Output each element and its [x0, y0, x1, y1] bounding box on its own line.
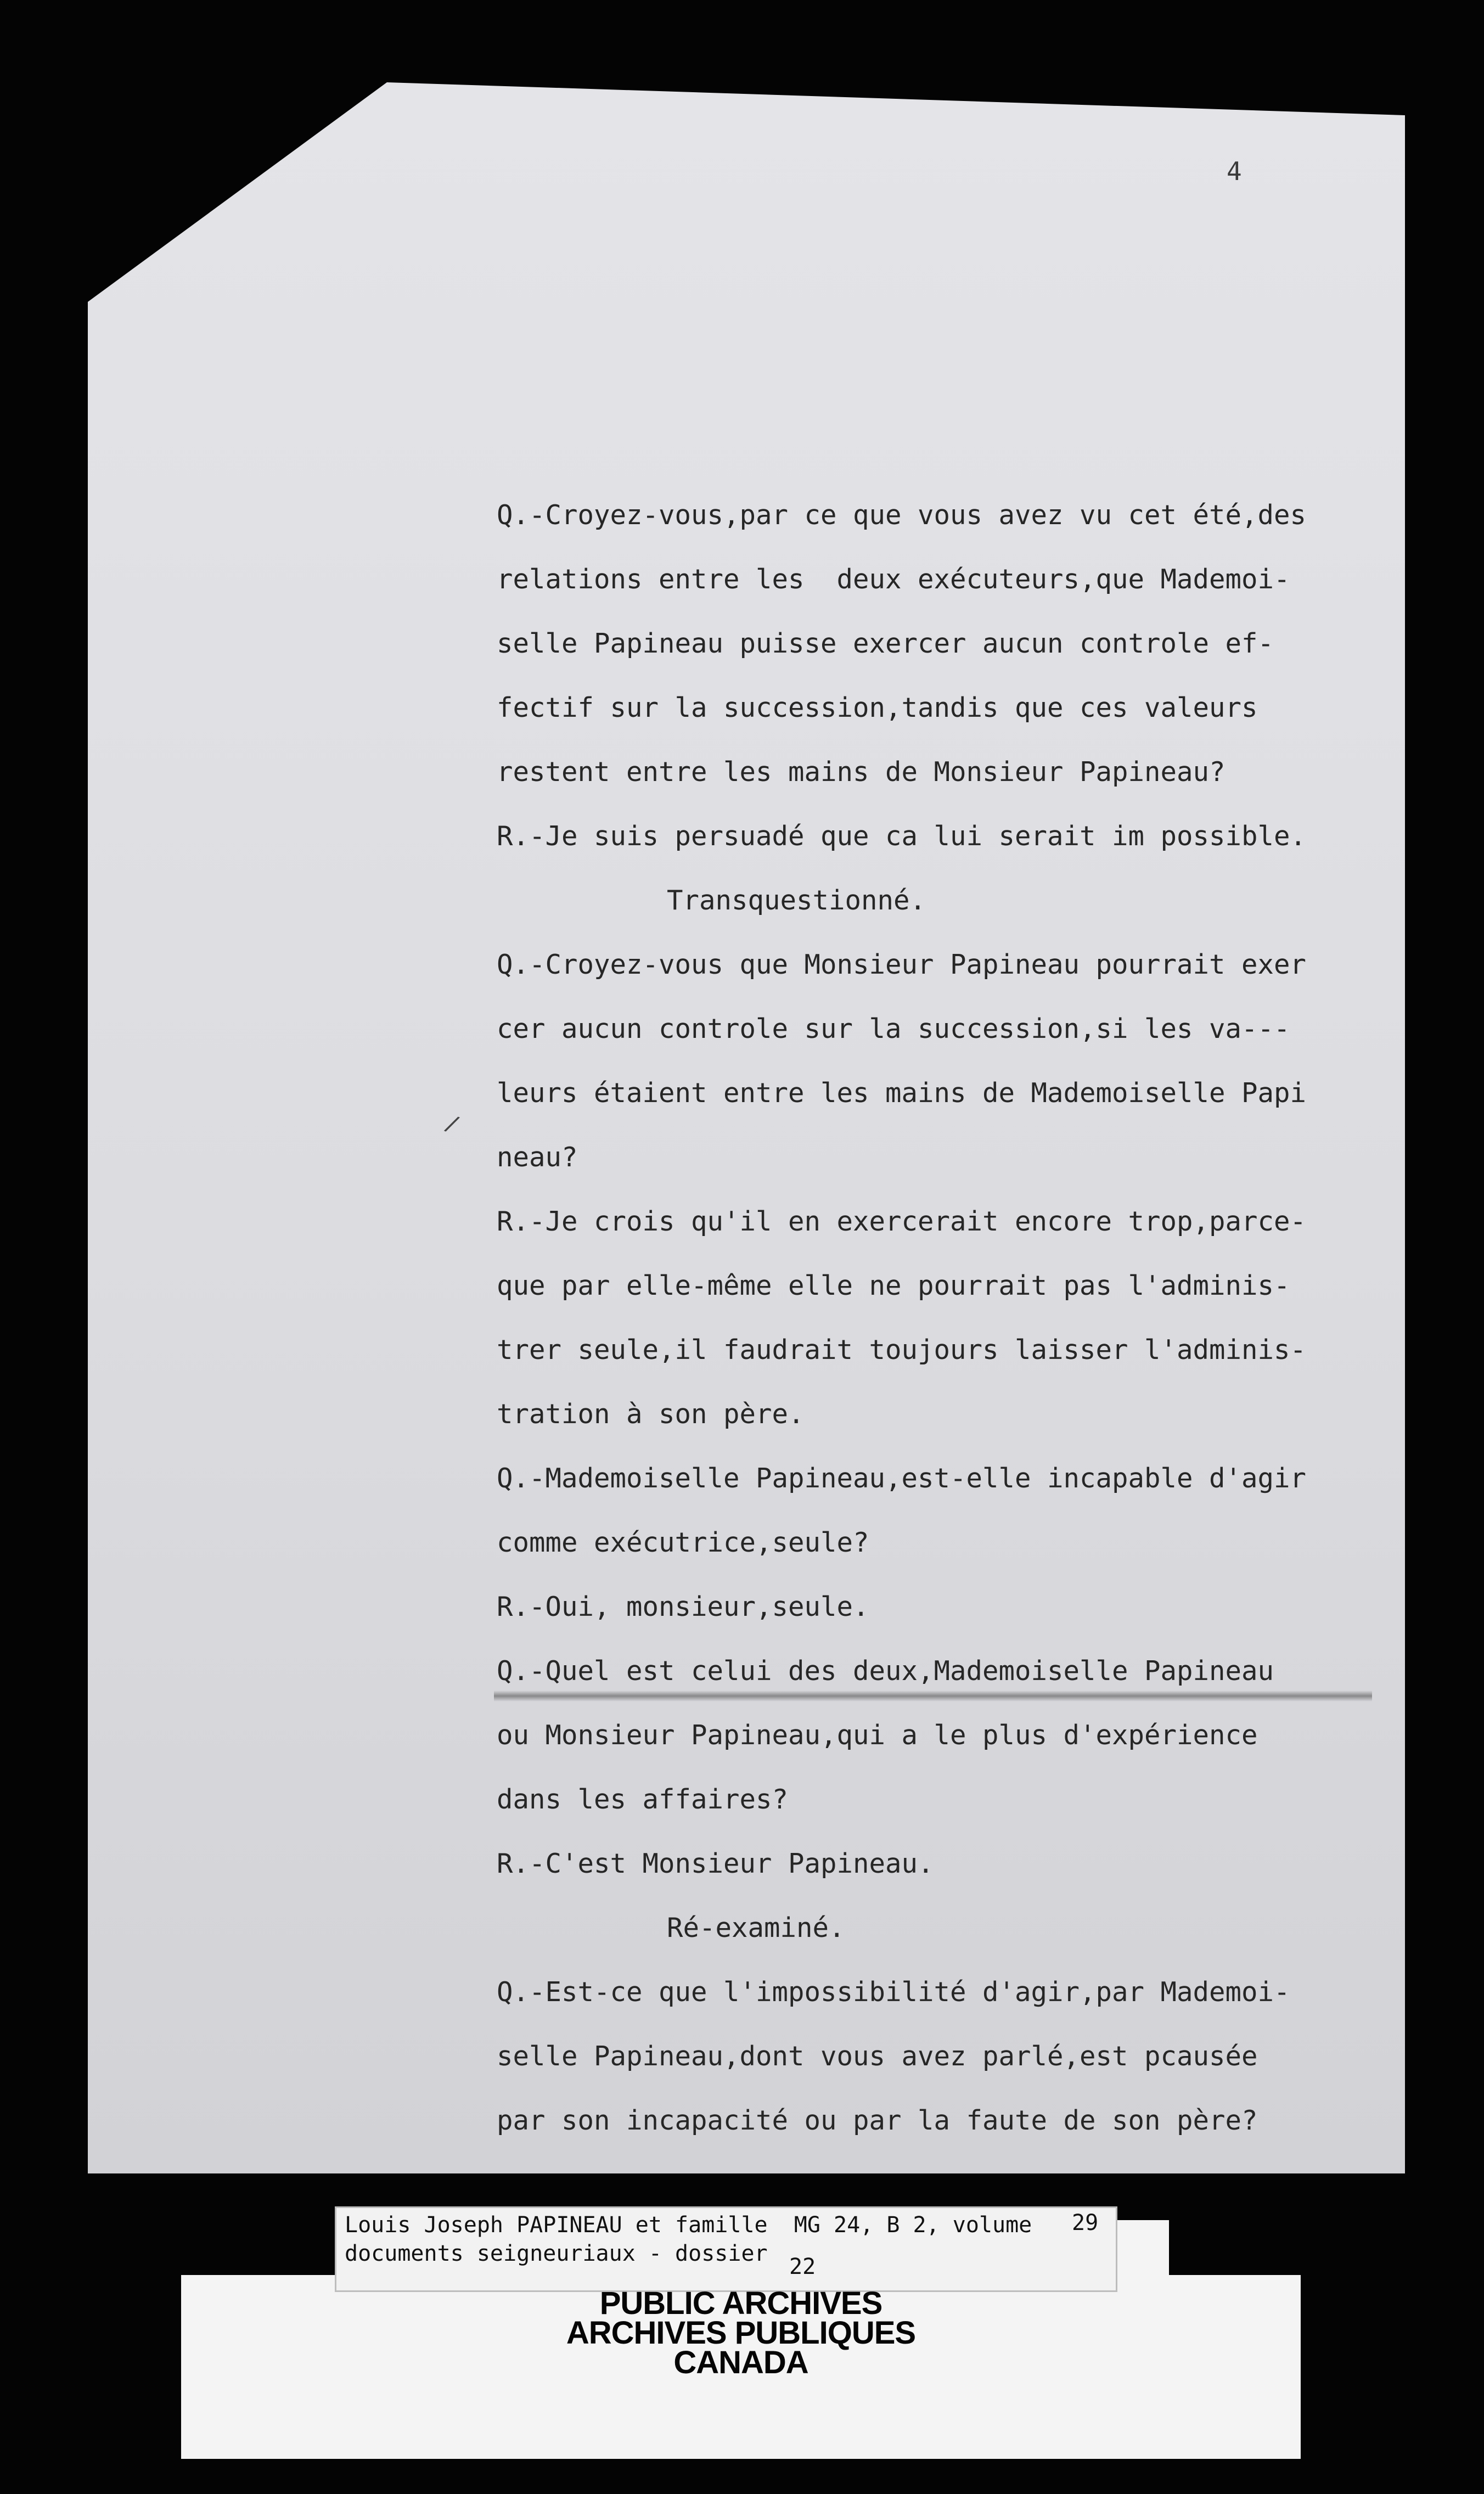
text-line: tration à son père.	[497, 1398, 805, 1430]
text-line: R.-C'est Monsieur Papineau.	[497, 1848, 934, 1879]
text-line: Q.-Croyez-vous que Monsieur Papineau pourrait exer	[497, 949, 1307, 980]
stamp-line-3: CANADA	[673, 2345, 808, 2380]
text-line: selle Papineau puisse exercer aucun controle ef-	[497, 628, 1274, 659]
section-heading: Transquestionné.	[667, 885, 926, 916]
text-line: restent entre les mains de Monsieur Papineau?	[497, 756, 1226, 788]
stamp-line-1: PUBLIC ARCHIVES	[599, 2285, 882, 2321]
paper-fold-shadow	[494, 1690, 1372, 1701]
text-line: comme exécutrice,seule?	[497, 1527, 869, 1558]
text-line: relations entre les deux exécuteurs,que Mademoi-	[497, 564, 1290, 595]
stamp-line-2: ARCHIVES PUBLIQUES	[566, 2315, 916, 2351]
text-line: selle Papineau,dont vous avez parlé,est pcausée	[497, 2041, 1258, 2072]
text-line: Q.-Quel est celui des deux,Mademoiselle Papineau	[497, 1655, 1274, 1687]
reference-line-1: Louis Joseph PAPINEAU et famille MG 24, B 2, volume	[345, 2212, 1032, 2238]
reference-card	[335, 2206, 1117, 2292]
page-number: 4	[1227, 156, 1242, 186]
volume-number: 29	[1072, 2210, 1099, 2235]
text-line: R.-Je crois qu'il en exercerait encore trop,parce-	[497, 1206, 1307, 1237]
text-line: fectif sur la succession,tandis que ces valeurs	[497, 692, 1258, 723]
archive-stamp	[181, 2285, 1301, 2380]
text-line: dans les affaires?	[497, 1784, 789, 1815]
margin-mark: /	[441, 1110, 463, 1138]
reference-line-2: documents seigneuriaux - dossier	[345, 2241, 768, 2266]
text-line: que par elle-même elle ne pourrait pas l'adminis-	[497, 1270, 1290, 1301]
typed-text-body	[497, 483, 1353, 2153]
text-line: ou Monsieur Papineau,qui a le plus d'expérience	[497, 1720, 1258, 1751]
text-line: neau?	[497, 1142, 578, 1173]
text-line: par son incapacité ou par la faute de son père?	[497, 2105, 1258, 2136]
text-line: cer aucun controle sur la succession,si les va---	[497, 1013, 1290, 1044]
text-line: Q.-Est-ce que l'impossibilité d'agir,par Mademoi-	[497, 1976, 1290, 2008]
text-line: leurs étaient entre les mains de Mademoiselle Papi	[497, 1077, 1307, 1109]
text-line: trer seule,il faudrait toujours laisser l'adminis-	[497, 1334, 1307, 1366]
dossier-number: 22	[789, 2254, 816, 2279]
text-line: R.-Oui, monsieur,seule.	[497, 1591, 869, 1622]
text-line: Q.-Mademoiselle Papineau,est-elle incapable d'agir	[497, 1463, 1307, 1494]
text-line: Q.-Croyez-vous,par ce que vous avez vu cet été,des	[497, 499, 1307, 531]
section-heading: Ré-examiné.	[667, 1912, 845, 1943]
text-line: R.-Je suis persuadé que ca lui serait im possible.	[497, 821, 1307, 852]
